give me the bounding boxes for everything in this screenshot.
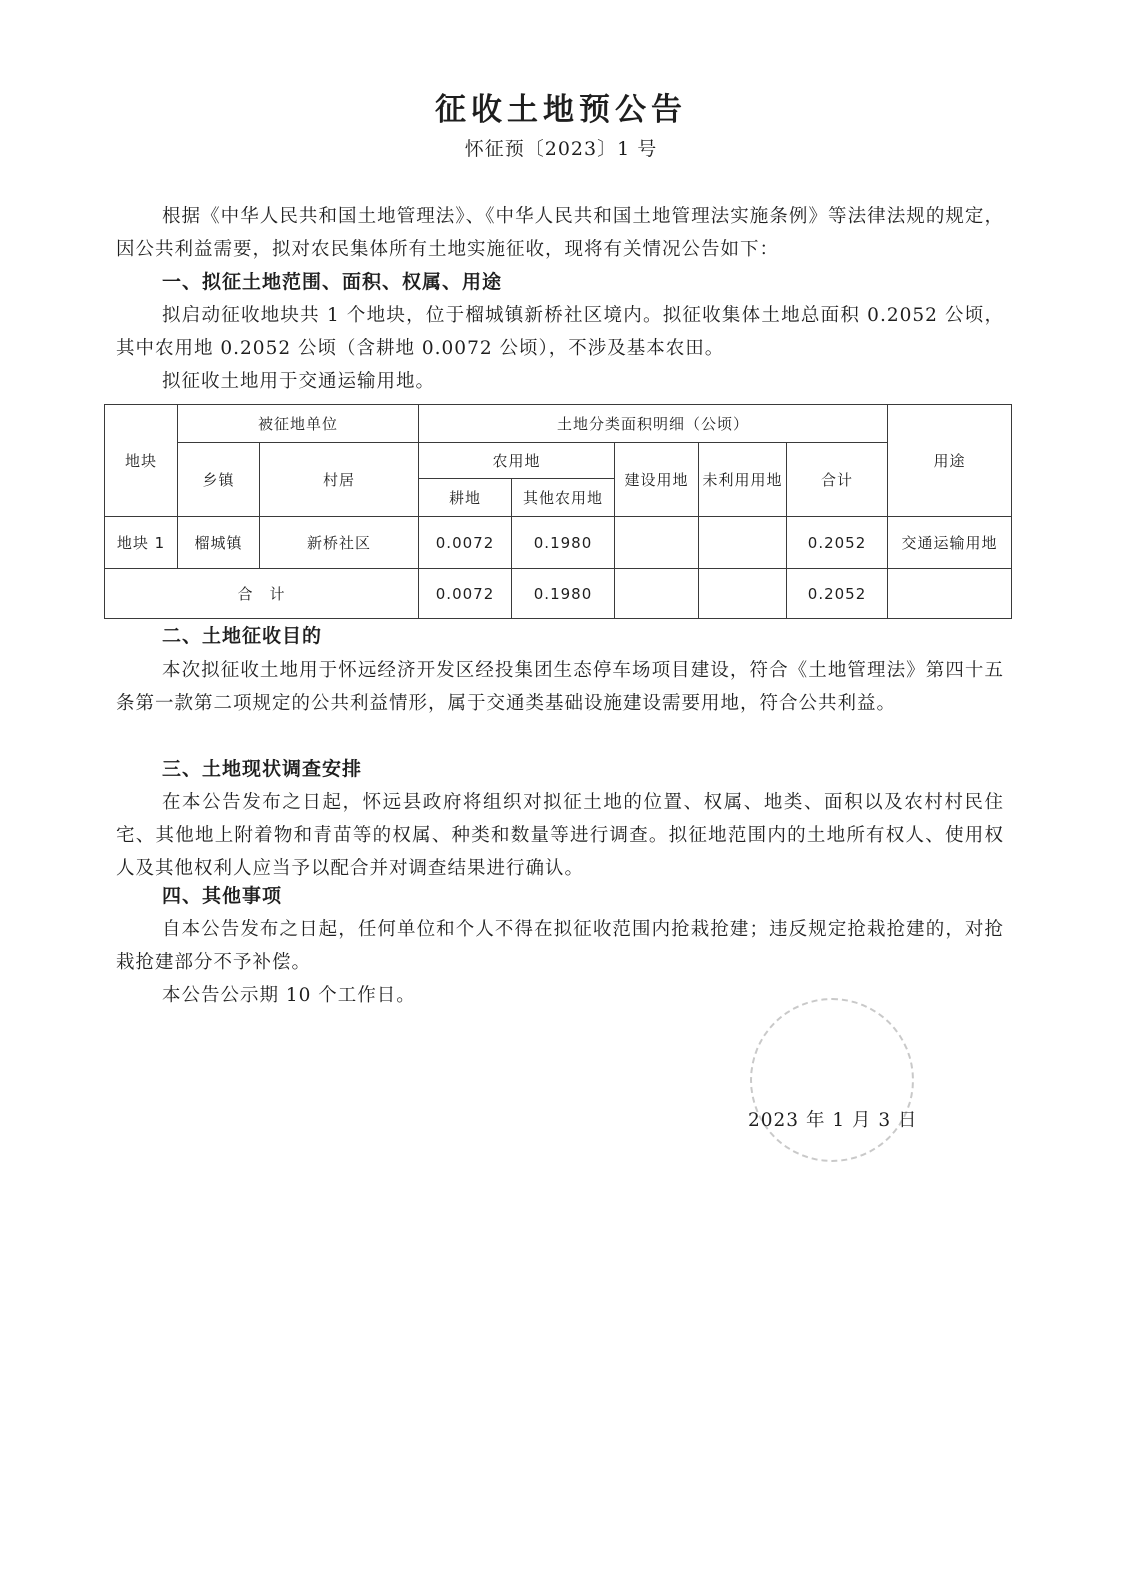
section1-body <box>116 299 1004 398</box>
section3-heading: 三、土地现状调查安排 <box>162 758 363 780</box>
cell-subtotal: 0.2052 <box>787 517 888 569</box>
header-area-detail: 土地分类面积明细（公顷） <box>419 405 888 443</box>
intro-text: 根据《中华人民共和国土地管理法》、《中华人民共和国土地管理法实施条例》等法律法规的规定，因公共利益需要，拟对农民集体所有土地实施征收，现将有关情况公告如下： <box>116 206 1004 260</box>
cell-parcel: 地块 1 <box>105 517 178 569</box>
seal-placeholder <box>750 998 914 1162</box>
intro-paragraph <box>116 200 1004 266</box>
section4-body <box>116 913 1004 1012</box>
issue-date: 2023 年 1 月 3 日 <box>748 1110 918 1131</box>
cell-town: 榴城镇 <box>178 517 260 569</box>
document-number: 怀征预〔2023〕1 号 <box>464 138 658 160</box>
section4-paragraph-1: 自本公告发布之日起，任何单位和个人不得在拟征收范围内抢栽抢建；违反规定抢栽抢建的，对抢栽抢建部分不予补偿。 <box>116 919 1004 973</box>
cell-cultivated: 0.0072 <box>419 517 512 569</box>
section1-paragraph-1: 拟启动征收地块共 1 个地块，位于榴城镇新桥社区境内。拟征收集体土地总面积 0.2052 公顷，其中农用地 0.2052 公顷（含耕地 0.0072 公顷），不涉及基本农田。 <box>116 305 1004 359</box>
section1-heading: 一、拟征土地范围、面积、权属、用途 <box>162 271 503 293</box>
section1-paragraph-2: 拟征收土地用于交通运输用地。 <box>162 371 436 392</box>
table-total-row <box>105 569 1012 619</box>
header-use: 用途 <box>888 405 1012 517</box>
header-expropriated-unit: 被征地单位 <box>178 405 419 443</box>
total-label: 合 计 <box>105 569 419 619</box>
section3-body <box>116 786 1004 885</box>
header-unused-land: 未利用用地 <box>699 443 787 517</box>
cell-construction <box>615 517 699 569</box>
section2-heading: 二、土地征收目的 <box>162 625 323 647</box>
header-other-agricultural: 其他农用地 <box>512 479 615 517</box>
total-unused <box>699 569 787 619</box>
total-use <box>888 569 1012 619</box>
section3-paragraph: 在本公告发布之日起，怀远县政府将组织对拟征土地的位置、权属、地类、面积以及农村村民住宅、其他地上附着物和青苗等的权属、种类和数量等进行调查。拟征地范围内的土地所有权人、使用权人及其他权利人应当予以配合并对调查结果进行确认。 <box>116 792 1004 879</box>
header-town: 乡镇 <box>178 443 260 517</box>
section2-body <box>116 654 1004 720</box>
cell-unused <box>699 517 787 569</box>
header-construction-land: 建设用地 <box>615 443 699 517</box>
header-cultivated-land: 耕地 <box>419 479 512 517</box>
total-other-agricultural: 0.1980 <box>512 569 615 619</box>
cell-other-agricultural: 0.1980 <box>512 517 615 569</box>
total-subtotal: 0.2052 <box>787 569 888 619</box>
cell-use: 交通运输用地 <box>888 517 1012 569</box>
header-agricultural-land: 农用地 <box>419 443 615 479</box>
section2-paragraph: 本次拟征收土地用于怀远经济开发区经投集团生态停车场项目建设，符合《土地管理法》第四十五条第一款第二项规定的公共利益情形，属于交通类基础设施建设需要用地，符合公共利益。 <box>116 660 1004 714</box>
table-row <box>105 517 1012 569</box>
section4-paragraph-2: 本公告公示期 10 个工作日。 <box>162 985 416 1006</box>
section4-heading: 四、其他事项 <box>162 885 283 907</box>
total-cultivated: 0.0072 <box>419 569 512 619</box>
header-parcel: 地块 <box>105 405 178 517</box>
header-subtotal: 合计 <box>787 443 888 517</box>
total-construction <box>615 569 699 619</box>
document-title: 征收土地预公告 <box>435 92 687 128</box>
land-area-table <box>104 404 1012 619</box>
header-village: 村居 <box>260 443 419 517</box>
cell-village: 新桥社区 <box>260 517 419 569</box>
